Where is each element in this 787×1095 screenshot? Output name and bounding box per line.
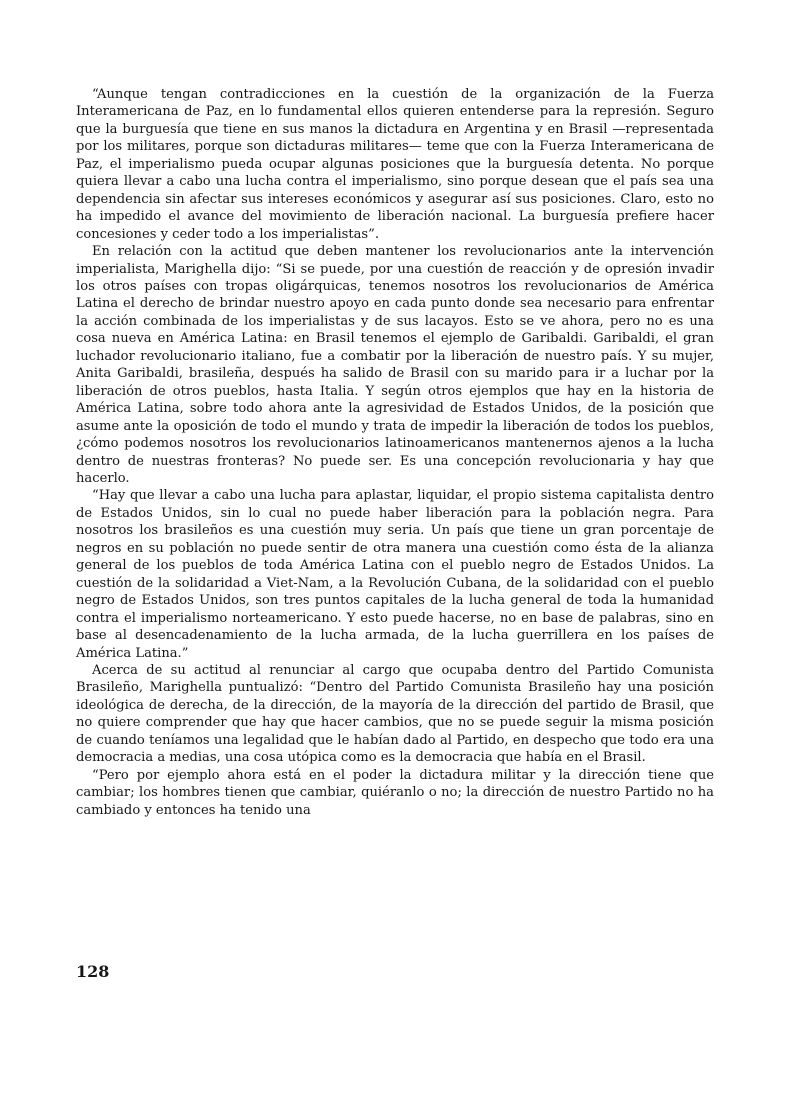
paragraph-2: En relación con la actitud que deben mantener los revolucionarios ante la intervención imperialista, Marighella dijo: “Si se puede, por una cuestión de reacción y de opresión invadir los otros países con tropas oligárquicas, tenemos nosotros los revolucionarios de América Latina el derecho de brindar nuestro apoyo en cada punto donde sea necesario para enfrentar la acción combinada de los imperialistas y de sus lacayos. Esto se ve ahora, pero no es una cosa nueva en América Latina: en Brasil tenemos el ejemplo de Garibaldi. Garibaldi, el gran luchador revolucionario italiano, fue a combatir por la liberación de nuestro país. Y su mujer, Anita Garibaldi, brasileña, después ha salido de Brasil con su marido para ir a luchar por la liberación de otros pueblos, hasta Italia. Y según otros ejemplos que hay en la historia de América Latina, sobre todo ahora ante la agresividad de Estados Unidos, de la posición que asume ante la oposición de todo el mundo y trata de impedir la liberación de todos los pueblos, ¿cómo podemos nosotros los revolucionarios latinoamericanos mantenernos ajenos a la lucha dentro de nuestras fronteras? No puede ser. Es una concepción revolucionaria y hay que hacerlo. xyxy=(76,244,714,486)
paragraph-4: Acerca de su actitud al renunciar al cargo que ocupaba dentro del Partido Comunista Brasileño, Marighella puntualizó: “Dentro del Partido Comunista Brasileño hay una posición ideológica de derecha, de la dirección, de la mayoría de la dirección del partido de Brasil, que no quiere comprender que hay que hacer cambios, que no se puede seguir la misma posición de cuando teníamos una legalidad que le habían dado al Partido, en despecho que todo era una democracia a medias, una cosa utópica como es la democracia que había en el Brasil. xyxy=(76,662,714,766)
paragraph-5: “Pero por ejemplo ahora está en el poder la dictadura militar y la dirección tiene que cambiar; los hombres tienen que cambiar, quiéranlo o no; la dirección de nuestro Partido no ha cambiado y entonces ha tenido una xyxy=(76,767,714,818)
paragraph-3: “Hay que llevar a cabo una lucha para aplastar, liquidar, el propio sistema capitalista dentro de Estados Unidos, sin lo cual no puede haber liberación para la población negra. Para nosotros los brasileños es una cuestión muy seria. Un país que tiene un gran porcentaje de negros en su población no puede sentir de otra manera una cuestión como ésta de la alianza general de los pueblos de toda América Latina con el pueblo negro de Estados Unidos. La cuestión de la solidaridad a Viet-Nam, a la Revolución Cubana, de la solidaridad con el pueblo negro de Estados Unidos, son tres puntos capitales de la lucha general de toda la humanidad contra el imperialismo norteamericano. Y esto puede hacerse, no en base de palabras, sino en base al desencadenamiento de la lucha armada, de la lucha guerrillera en los países de América Latina.” xyxy=(76,488,714,661)
paragraph-1: “Aunque tengan contradicciones en la cuestión de la organización de la Fuerza Interamericana de Paz, en lo fundamental ellos quieren entenderse para la represión. Seguro que la burguesía que tiene en sus manos la dictadura en Argentina y en Brasil —representada por los militares, porque son dictaduras militares— teme que con la Fuerza Interamericana de Paz, el imperialismo pueda ocupar algunas posiciones que la burguesía detenta. No porque quiera llevar a cabo una lucha contra el imperialismo, sino porque desean que el país sea una dependencia sin afectar sus intereses económicos y asegurar así sus posiciones. Claro, esto no ha impedido el avance del movimiento de liberación nacional. La burguesía prefiere hacer concesiones y ceder todo a los imperialistas”. xyxy=(76,87,714,242)
page-body xyxy=(76,86,714,819)
page-number: 128 xyxy=(76,962,110,981)
